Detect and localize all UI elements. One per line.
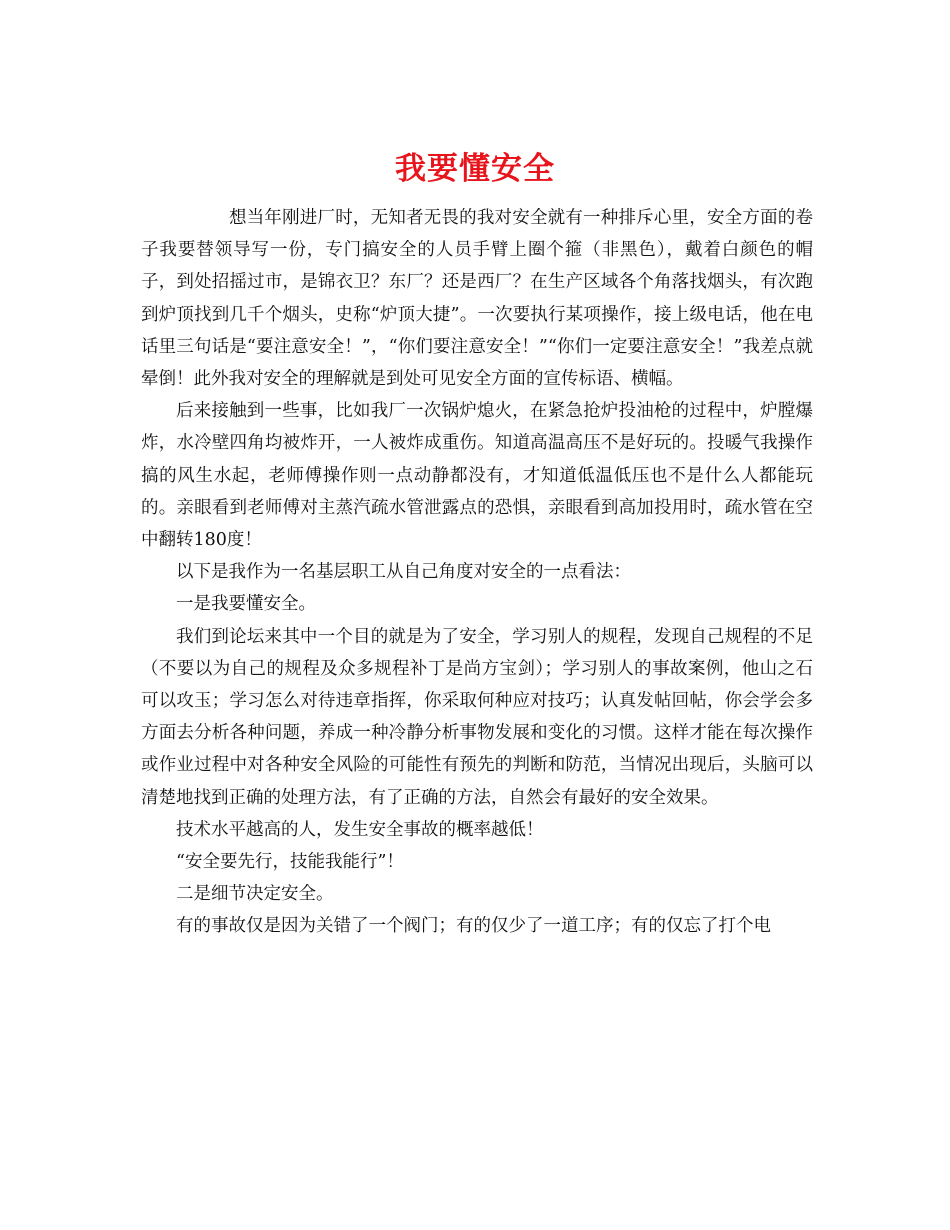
paragraph-5: 技术水平越高的人，发生安全事故的概率越低！ (176, 819, 544, 840)
paragraph-2: 后来接触到一些事，比如我厂一次锅炉熄火，在紧急抢炉投油枪的过程中，炉膛爆炸，水冷壁四角均被炸开，一人被炸成重伤。知道高温高压不是好玩的。投暖气我操作搞的风生水起，老师傅操作则一点动静都没有，才知道低温低压也不是什么人都能玩的。亲眼看到老师傅对主蒸汽疏水管泄露点的恐惧，亲眼看到高加投用时，疏水管在空中翻转180度！ (141, 401, 813, 551)
section-heading-2: 二是细节决定安全。 (176, 884, 334, 905)
document-body (141, 202, 813, 943)
section-heading-1: 一是我要懂安全。 (176, 594, 316, 615)
paragraph-4: 我们到论坛来其中一个目的就是为了安全，学习别人的规程，发现自己规程的不足（不要以为自己的规程及众多规程补丁是尚方宝剑）；学习别人的事故案例，他山之石可以攻玉；学习怎么对待违章指挥，你采取何种应对技巧；认真发帖回帖，你会学会多方面去分析各种问题，养成一种冷静分析事物发展和变化的习惯。这样才能在每次操作或作业过程中对各种安全风险的可能性有预先的判断和防范，当情况出现后，头脑可以清楚地找到正确的处理方法，有了正确的方法，自然会有最好的安全效果。 (141, 626, 813, 808)
paragraph-6: 有的事故仅是因为关错了一个阀门；有的仅少了一道工序；有的仅忘了打个电 (176, 916, 771, 937)
slogan: “安全要先行，技能我能行”！ (176, 852, 404, 873)
document-title: 我要懂安全 (395, 150, 555, 187)
paragraph-3: 以下是我作为一名基层职工从自己角度对安全的一点看法： (176, 562, 631, 583)
paragraph-1: 想当年刚进厂时，无知者无畏的我对安全就有一种排斥心里，安全方面的卷子我要替领导写一份，专门搞安全的人员手臂上圈个箍（非黑色），戴着白颜色的帽子，到处招摇过市，是锦衣卫？东厂？还是西厂？在生产区域各个角落找烟头，有次跑到炉顶找到几千个烟头，史称“炉顶大捷”。一次要执行某项操作，接上级电话，他在电话里三句话是“要注意安全！”，“你们要注意安全！”“你们一定要注意安全！”我差点就晕倒！此外我对安全的理解就是到处可见安全方面的宣传标语、横幅。 (141, 208, 813, 390)
